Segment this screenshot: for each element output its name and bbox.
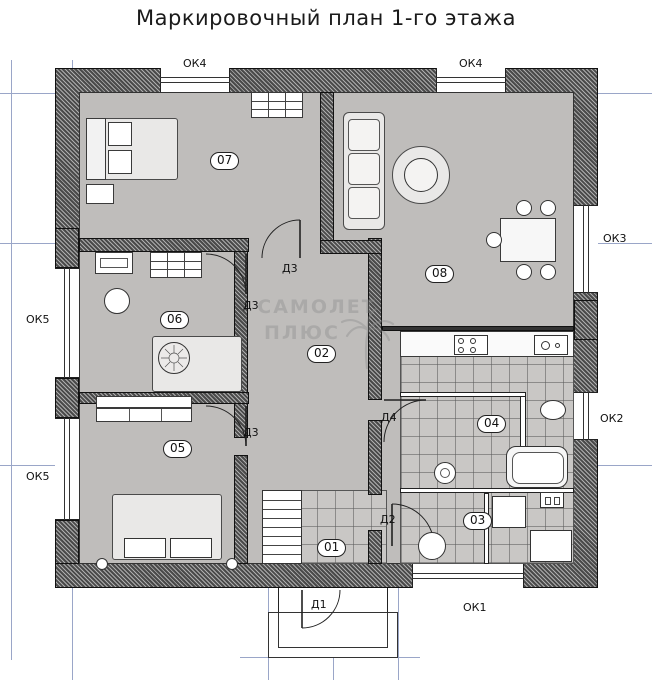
bed-07-headboard [86,118,106,180]
axis-line-vertical-left [11,60,12,660]
window-opening-ok5-upper [55,268,79,378]
window-mark-ok3: ОК3 [603,232,627,245]
room-label-07: 07 [210,152,239,170]
window-glass2-ok5-upper [69,268,70,378]
pillow-07-a [108,122,132,146]
washbasin-04 [540,400,566,420]
room-label-06: 06 [160,311,189,329]
window-opening-ok2 [574,392,598,440]
dining-chair-2 [540,200,556,216]
kitchen-sink [534,335,568,355]
axis-line-vertical-porch-right [398,588,399,680]
door-swing-d3-bedroom07-icon [250,214,310,264]
pilaster-left-lower [55,520,79,564]
room-label-08: 08 [425,265,454,283]
dining-chair-1 [516,200,532,216]
watermark-line2: ПЛЮС [264,322,340,344]
washing-machine-04 [434,462,456,484]
bed-05-pillow-a [124,538,166,558]
window-glass-ok4-left [160,77,230,78]
window-mark-ok4-left: ОК4 [183,57,207,70]
door-mark-d1: Д1 [311,598,327,611]
boiler-03 [418,532,446,560]
room-label-04: 04 [477,415,506,433]
interior-wall-hall-right-lower [368,420,382,495]
wardrobe-06 [150,252,202,278]
door-mark-d2: Д2 [380,513,396,526]
window-glass2-ok5-lower [69,418,70,520]
utility-unit-03 [530,530,572,562]
desk-06 [95,252,133,274]
door-swing-d3-bedroom06-icon [200,252,252,304]
dining-chair-3 [516,264,532,280]
window-glass2-ok4-left [160,82,230,83]
dining-chair-4 [540,264,556,280]
interior-wall-living-bottom [320,240,382,254]
nightstand-07 [86,184,114,204]
window-glass-ok4-right [436,77,506,78]
room-label-01: 01 [317,539,346,557]
window-glass2-ok1 [412,578,524,579]
dining-chair-5 [486,232,502,248]
window-opening-ok5-lower [55,418,79,520]
window-glass-ok3 [583,205,584,293]
page-title: Маркировочный план 1-го этажа [136,6,516,30]
window-mark-ok1: ОК1 [463,601,487,614]
door-mark-d3-top: Д3 [282,262,298,275]
room-label-03: 03 [463,512,492,530]
window-glass2-ok4-right [436,82,506,83]
window-opening-ok1 [412,564,524,588]
wardrobe-07 [251,92,303,118]
burner-1 [458,338,464,344]
staircase [262,490,302,564]
bathtub-04 [506,446,568,488]
window-glass-ok2 [583,392,584,440]
window-opening-ok3 [574,205,598,293]
nightstand-05-a [96,558,108,570]
door-mark-d3-mid: Д3 [243,299,259,312]
window-glass-ok5-upper [64,268,65,378]
entrance-door-swing-icon [300,588,380,648]
room-label-05: 05 [163,440,192,458]
interior-wall-bath-upper [400,392,526,397]
toilet-cistern-04 [540,492,564,508]
interior-wall-under-bedroom07 [79,238,249,252]
burner-2 [470,338,476,344]
room-label-02: 02 [307,345,336,363]
interior-wall-left-hall-lower [234,455,248,564]
pillow-07-b [108,150,132,174]
burner-3 [458,347,464,353]
door-mark-d4: Д4 [381,411,397,424]
window-mark-ok5-lower: ОК5 [26,470,50,483]
wardrobe-05 [96,408,192,422]
window-opening-ok4-left [160,68,230,92]
bed-05-pillow-b [170,538,212,558]
watermark-line1: САМОЛЕТ [257,296,377,318]
cabinet-03 [492,496,526,528]
window-opening-ok4-right [436,68,506,92]
door-mark-d3-low: Д3 [243,426,259,439]
window-mark-ok4-right: ОК4 [459,57,483,70]
interior-wall-hall-right-upper [368,238,382,400]
interior-wall-bath-partition [520,392,526,452]
window-mark-ok2: ОК2 [600,412,624,425]
window-glass-ok1 [412,573,524,574]
window-mark-ok5-upper: ОК5 [26,313,50,326]
window-glass2-ok2 [588,392,589,440]
stool-06 [104,288,130,314]
shelf-06 [96,396,192,408]
interior-wall-living-left [320,92,334,254]
window-glass-ok5-lower [64,418,65,520]
pilaster-left-mid [55,378,79,418]
window-glass2-ok3 [588,205,589,293]
interior-wall-hall-right-bottom [368,530,382,564]
armchair-08-seat [404,158,438,192]
nightstand-05-b [226,558,238,570]
burner-4 [470,347,476,353]
sofa-08 [343,112,385,230]
dining-table-08 [500,218,556,262]
pilaster-right-mid [574,300,598,340]
decor-rosette-icon [159,343,189,373]
bed-06-pillow [158,342,190,374]
pilaster-left-upper [55,228,79,268]
